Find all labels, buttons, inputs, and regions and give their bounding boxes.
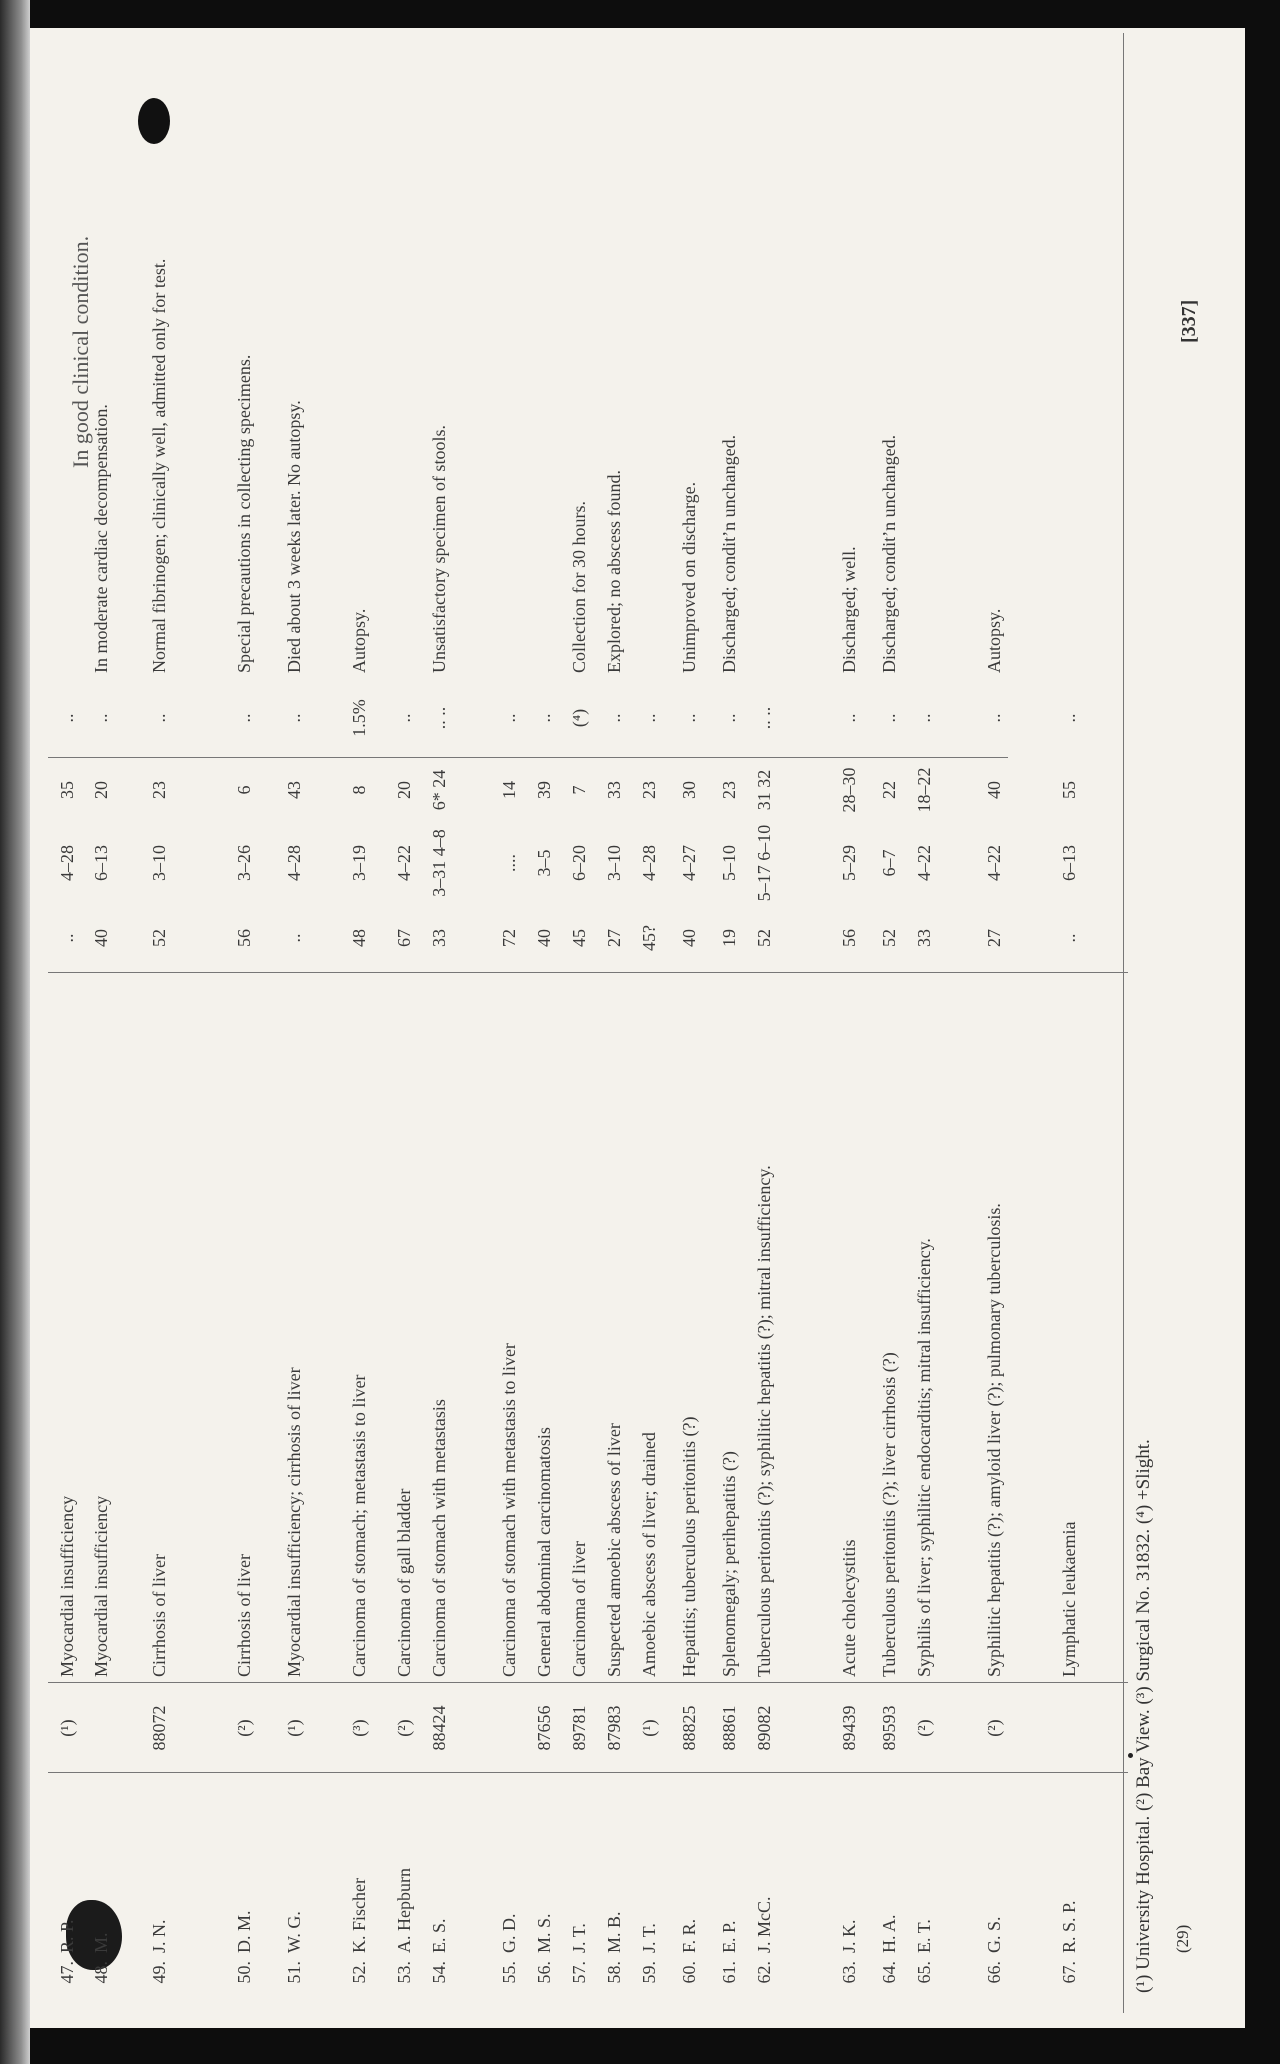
cell-id: 87983 bbox=[604, 1705, 624, 1751]
cell-id: 89439 bbox=[839, 1705, 859, 1751]
cell-result: .. bbox=[914, 713, 934, 723]
cell-dates: 6–13 bbox=[1059, 845, 1079, 881]
cell-name: J. K. bbox=[839, 1919, 859, 1953]
cell-diagnosis: Carcinoma of liver bbox=[569, 1541, 589, 1677]
cell-num: 55. bbox=[499, 1961, 519, 1984]
cell-num: 52. bbox=[349, 1961, 369, 1984]
cell-diagnosis: Lymphatic leukaemia bbox=[1059, 1521, 1079, 1677]
cell-name: W. G. bbox=[284, 1911, 304, 1953]
cell-name: R. S. P. bbox=[1059, 1900, 1079, 1953]
cell-name: M. bbox=[91, 1932, 111, 1953]
cell-remarks: Autopsy. bbox=[349, 608, 369, 673]
cell-remarks: Normal fibrinogen; clinically well, admitted only for test. bbox=[149, 258, 169, 673]
cell-result: .. .. bbox=[754, 706, 774, 730]
cell-id: (¹) bbox=[57, 1719, 77, 1737]
cell-days: 14 bbox=[499, 781, 519, 799]
cell-diagnosis: Myocardial insufficiency bbox=[91, 1495, 111, 1677]
cell-num: 54. bbox=[429, 1961, 449, 1984]
rule-line bbox=[48, 1682, 1128, 1683]
cell-result: .. bbox=[839, 713, 859, 723]
cell-result: .. bbox=[639, 713, 659, 723]
cell-result: .. bbox=[499, 713, 519, 723]
cell-remarks: Discharged; condit’n unchanged. bbox=[719, 434, 739, 673]
cell-age: 33 bbox=[914, 929, 934, 947]
cell-days: 28–30 bbox=[839, 767, 859, 813]
cell-name: R. P. bbox=[57, 1919, 77, 1953]
cell-id: (²) bbox=[394, 1719, 414, 1737]
cell-diagnosis: Amoebic abscess of liver; drained bbox=[639, 1432, 659, 1677]
cell-id: 88072 bbox=[149, 1705, 169, 1751]
cell-diagnosis: Cirrhosis of liver bbox=[149, 1554, 169, 1677]
cell-age: 52 bbox=[879, 929, 899, 947]
cell-diagnosis: Carcinoma of stomach; metastasis to liver bbox=[349, 1374, 369, 1677]
cell-dates: 4–22 bbox=[984, 845, 1004, 881]
cell-id: (¹) bbox=[284, 1719, 304, 1737]
cell-remarks: Unimproved on discharge. bbox=[679, 481, 699, 673]
cell-age: 45 bbox=[569, 929, 589, 947]
cell-remarks: Explored; no abscess found. bbox=[604, 470, 624, 673]
cell-age: 48 bbox=[349, 929, 369, 947]
cell-age: .. bbox=[1059, 933, 1079, 943]
cell-name: E. S. bbox=[429, 1918, 449, 1953]
cell-num: 66. bbox=[984, 1961, 1004, 1984]
cell-name: J. T. bbox=[569, 1923, 589, 1953]
cell-dates: 3–31 4–8 bbox=[429, 829, 449, 897]
footnote: (¹) University Hospital. (²) Bay View. (³) Surgical No. 31832. (⁴) +Slight. bbox=[1133, 1439, 1154, 1993]
cell-dates: 3–19 bbox=[349, 845, 369, 881]
cell-name: G. D. bbox=[499, 1913, 519, 1953]
cell-diagnosis: Acute cholecystitis bbox=[839, 1539, 859, 1677]
cell-age: 40 bbox=[679, 929, 699, 947]
cell-result: .. bbox=[879, 713, 899, 723]
cell-result: .. .. bbox=[429, 706, 449, 730]
cell-name: D. M. bbox=[234, 1910, 254, 1953]
cell-diagnosis: General abdominal carcinomatosis bbox=[534, 1427, 554, 1677]
cell-dates: 6–7 bbox=[879, 849, 899, 877]
cell-num: 65. bbox=[914, 1961, 934, 1984]
rule-line bbox=[1123, 33, 1124, 2013]
rotated-table bbox=[48, 33, 1245, 2013]
cell-remarks: Autopsy. bbox=[984, 608, 1004, 673]
cell-num: 64. bbox=[879, 1961, 899, 1984]
cell-days: 33 bbox=[604, 781, 624, 799]
cell-days: 23 bbox=[719, 781, 739, 799]
cell-name: A. Hepburn bbox=[394, 1868, 414, 1953]
rule-line bbox=[48, 972, 1128, 973]
scanned-page bbox=[30, 28, 1245, 2028]
page-marker: [337] bbox=[1178, 299, 1200, 343]
cell-id: 89593 bbox=[879, 1705, 899, 1751]
cell-diagnosis: Tuberculous peritonitis (?); liver cirrhosis (?) bbox=[879, 1352, 899, 1677]
cell-id: (²) bbox=[984, 1719, 1004, 1737]
cell-days: 22 bbox=[879, 781, 899, 799]
cell-dates: .... bbox=[499, 854, 519, 872]
cell-days: 40 bbox=[984, 781, 1004, 799]
cell-result: .. bbox=[719, 713, 739, 723]
cell-age: 40 bbox=[534, 929, 554, 947]
cell-age: 33 bbox=[429, 929, 449, 947]
cell-dates: 4–22 bbox=[394, 845, 414, 881]
cell-days: 20 bbox=[394, 781, 414, 799]
cell-dates: 6–13 bbox=[91, 845, 111, 881]
cell-dates: 3–10 bbox=[604, 845, 624, 881]
cell-result: (⁴) bbox=[569, 708, 589, 728]
cell-diagnosis: Suspected amoebic abscess of liver bbox=[604, 1423, 624, 1677]
cell-dates: 4–27 bbox=[679, 845, 699, 881]
cell-id: 87656 bbox=[534, 1705, 554, 1751]
cell-result: .. bbox=[149, 713, 169, 723]
cell-num: 58. bbox=[604, 1961, 624, 1984]
cell-age: 52 bbox=[754, 929, 774, 947]
cell-num: 56. bbox=[534, 1961, 554, 1984]
cell-result: .. bbox=[1059, 713, 1079, 723]
cell-num: 49. bbox=[149, 1961, 169, 1984]
cell-age: .. bbox=[284, 933, 304, 943]
cell-dates: 3–5 bbox=[534, 849, 554, 877]
cell-id: (²) bbox=[234, 1719, 254, 1737]
cell-remarks: Died about 3 weeks later. No autopsy. bbox=[284, 400, 304, 673]
cell-diagnosis: Myocardial insufficiency bbox=[57, 1495, 77, 1677]
cell-age: 67 bbox=[394, 929, 414, 947]
cell-days: 43 bbox=[284, 781, 304, 799]
cell-diagnosis: Carcinoma of stomach with metastasis bbox=[429, 1399, 449, 1677]
cell-diagnosis: Hepatitis; tuberculous peritonitis (?) bbox=[679, 1416, 699, 1677]
cell-result: .. bbox=[394, 713, 414, 723]
cell-age: 56 bbox=[839, 929, 859, 947]
cell-remarks: In moderate cardiac decompensation. bbox=[91, 404, 111, 673]
cell-id: 88861 bbox=[719, 1705, 739, 1751]
cell-age: 27 bbox=[984, 929, 1004, 947]
cell-days: 30 bbox=[679, 781, 699, 799]
cell-days: 39 bbox=[534, 781, 554, 799]
cell-result: 1.5% bbox=[349, 699, 369, 737]
cell-result: .. bbox=[604, 713, 624, 723]
cell-name: J. N. bbox=[149, 1919, 169, 1953]
cell-result: .. bbox=[284, 713, 304, 723]
cell-result: .. bbox=[91, 713, 111, 723]
cell-num: 61. bbox=[719, 1961, 739, 1984]
cell-days: 7 bbox=[569, 785, 589, 795]
cell-diagnosis: Syphilis of liver; syphilitic endocarditis; mitral insufficiency. bbox=[914, 1238, 934, 1677]
cell-num: 48. bbox=[91, 1961, 111, 1984]
cell-days: 6 bbox=[234, 785, 254, 795]
cell-dates: 5–29 bbox=[839, 845, 859, 881]
cell-num: 62. bbox=[754, 1961, 774, 1984]
cell-name: J. McC. bbox=[754, 1896, 774, 1953]
cell-days: 20 bbox=[91, 781, 111, 799]
cell-name: M. B. bbox=[604, 1911, 624, 1953]
cell-remarks: Discharged; condit’n unchanged. bbox=[879, 434, 899, 673]
cell-diagnosis: Carcinoma of gall bladder bbox=[394, 1488, 414, 1677]
cell-id: 88424 bbox=[429, 1705, 449, 1751]
cell-num: 67. bbox=[1059, 1961, 1079, 1984]
cell-days: 6* 24 bbox=[429, 769, 449, 811]
cell-age: .. bbox=[57, 933, 77, 943]
cell-dates: 5–10 bbox=[719, 845, 739, 881]
cell-dates: 4–28 bbox=[284, 845, 304, 881]
cell-diagnosis: Carcinoma of stomach with metastasis to liver bbox=[499, 1343, 519, 1677]
cell-days: 23 bbox=[149, 781, 169, 799]
cell-name: K. Fischer bbox=[349, 1878, 369, 1953]
cell-name: H. A. bbox=[879, 1914, 899, 1953]
cell-age: 72 bbox=[499, 929, 519, 947]
cell-remarks: Discharged; well. bbox=[839, 546, 859, 673]
cell-dates: 4–22 bbox=[914, 845, 934, 881]
cell-result: .. bbox=[57, 713, 77, 723]
cell-num: 51. bbox=[284, 1961, 304, 1984]
cell-num: 53. bbox=[394, 1961, 414, 1984]
cell-name: J. T. bbox=[639, 1923, 659, 1953]
rule-line bbox=[48, 757, 1008, 758]
cell-diagnosis: Splenomegaly; perihepatitis (?) bbox=[719, 1451, 739, 1677]
top-text: In good clinical condition. bbox=[68, 235, 93, 468]
rule-line bbox=[48, 1772, 1128, 1773]
cell-remarks: Unsatisfactory specimen of stools. bbox=[429, 425, 449, 673]
cell-result: .. bbox=[234, 713, 254, 723]
cell-name: M. S. bbox=[534, 1913, 554, 1953]
cell-num: 59. bbox=[639, 1961, 659, 1984]
cell-dates: 3–10 bbox=[149, 845, 169, 881]
cell-id: 88825 bbox=[679, 1705, 699, 1751]
cell-dates: 3–26 bbox=[234, 845, 254, 881]
cell-num: 47. bbox=[57, 1961, 77, 1984]
cell-age: 52 bbox=[149, 929, 169, 947]
cell-days: 35 bbox=[57, 781, 77, 799]
cell-diagnosis: Myocardial insufficiency; cirrhosis of liver bbox=[284, 1367, 304, 1677]
cell-age: 19 bbox=[719, 929, 739, 947]
cell-remarks: Collection for 30 hours. bbox=[569, 501, 589, 673]
cell-id: (¹) bbox=[639, 1719, 659, 1737]
cell-dates: 4–28 bbox=[57, 845, 77, 881]
cell-age: 56 bbox=[234, 929, 254, 947]
cell-days: 18–22 bbox=[914, 767, 934, 813]
cell-result: .. bbox=[534, 713, 554, 723]
previous-page-edge bbox=[0, 0, 30, 2064]
cell-num: 63. bbox=[839, 1961, 859, 1984]
cell-days: 8 bbox=[349, 785, 369, 795]
cell-age: 40 bbox=[91, 929, 111, 947]
cell-remarks: Special precautions in collecting specimens. bbox=[234, 354, 254, 673]
cell-id: 89082 bbox=[754, 1705, 774, 1751]
cell-name: E. T. bbox=[914, 1919, 934, 1953]
cell-diagnosis: Cirrhosis of liver bbox=[234, 1554, 254, 1677]
cell-num: 60. bbox=[679, 1961, 699, 1984]
cell-age: 45? bbox=[639, 925, 659, 951]
cell-dates: 6–20 bbox=[569, 845, 589, 881]
cell-diagnosis: Tuberculous peritonitis (?); syphilitic hepatitis (?); mitral insufficiency. bbox=[754, 1165, 774, 1677]
cell-num: 50. bbox=[234, 1961, 254, 1984]
cell-dates: 4–28 bbox=[639, 845, 659, 881]
cell-days: 23 bbox=[639, 781, 659, 799]
cell-days: 55 bbox=[1059, 781, 1079, 799]
cell-name: G. S. bbox=[984, 1916, 1004, 1953]
cell-name: E. P. bbox=[719, 1920, 739, 1953]
cell-name: F. R. bbox=[679, 1918, 699, 1953]
page-number: (29) bbox=[1173, 1924, 1192, 1953]
cell-result: .. bbox=[679, 713, 699, 723]
cell-id: 89781 bbox=[569, 1705, 589, 1751]
cell-age: 27 bbox=[604, 929, 624, 947]
cell-days: 31 32 bbox=[754, 769, 774, 811]
cell-dates: 5–17 6–10 bbox=[754, 824, 774, 902]
cell-id: (³) bbox=[349, 1719, 369, 1737]
cell-id: (²) bbox=[914, 1719, 934, 1737]
cell-diagnosis: Syphilitic hepatitis (?); amyloid liver (?); pulmonary tuberculosis. bbox=[984, 1203, 1004, 1677]
cell-result: .. bbox=[984, 713, 1004, 723]
cell-num: 57. bbox=[569, 1961, 589, 1984]
